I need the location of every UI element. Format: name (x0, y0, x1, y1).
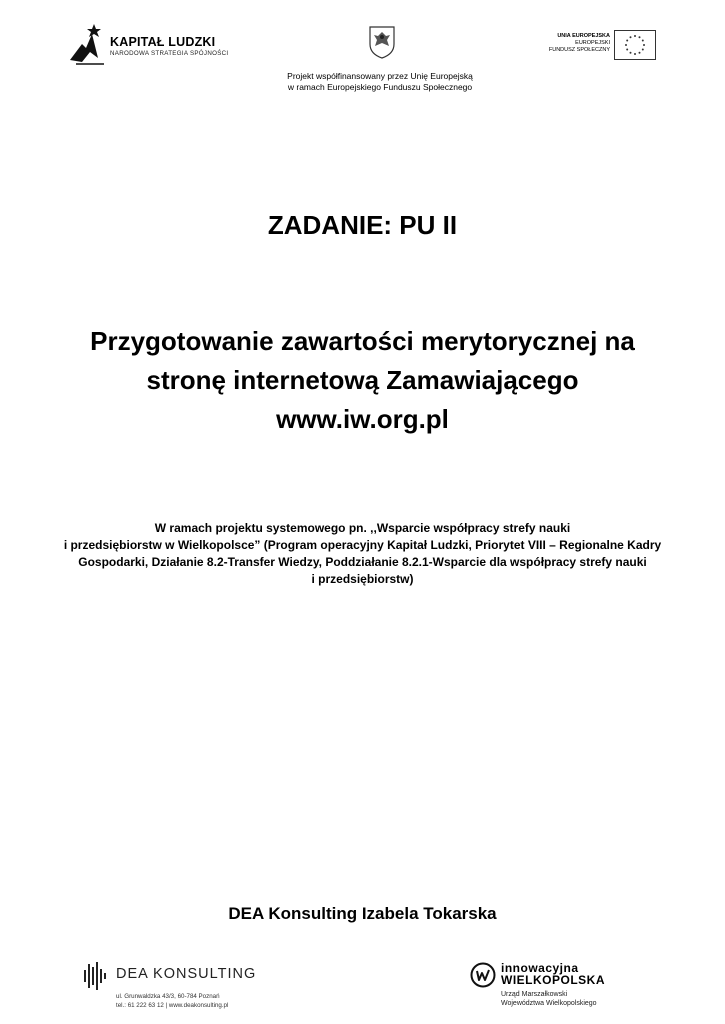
project-note-line1: Projekt współfinansowany przez Unię Europejską (287, 71, 473, 81)
description-line-4: i przedsiębiorstw) (311, 572, 414, 586)
dea-logo-icon (84, 962, 108, 990)
eu-label (510, 33, 610, 55)
iw-subtitle-line1: Urząd Marszałkowski (501, 991, 568, 998)
eu-flag-icon (614, 30, 656, 60)
description-line-2: i przedsiębiorstw w Wielkopolsce” (Program operacyjny Kapitał Ludzki, Priorytet VIII – Regionalne Kadry (63, 538, 662, 552)
coat-of-arms-icon (367, 24, 397, 60)
document-title: ZADANIE: PU II (267, 210, 458, 240)
subtitle-line-1: Przygotowanie zawartości merytorycznej na (90, 326, 635, 356)
iw-logo-icon (470, 962, 496, 988)
description-line-1: W ramach projektu systemowego pn. ,,Wsparcie współpracy strefy nauki (154, 521, 571, 535)
eu-label-line2: EUROPEJSKI (575, 40, 610, 47)
kapital-ludzki-title: KAPITAŁ LUDZKI (110, 35, 216, 49)
project-note-line2: w ramach Europejskiego Funduszu Społecznego (287, 82, 473, 92)
dea-address-line1: ul. Grunwaldzka 43/3, 60-784 Poznań (116, 993, 220, 1000)
description-line-3: Gospodarki, Działanie 8.2-Transfer Wiedzy, Poddziałanie 8.2.1-Wsparcie dla współpracy strefy nauki (78, 555, 647, 569)
kapital-ludzki-subtitle: NARODOWA STRATEGIA SPÓJNOŚCI (110, 50, 229, 57)
subtitle-line-3: www.iw.org.pl (276, 404, 449, 434)
dea-name: DEA KONSULTING (116, 966, 257, 982)
company-name: DEA Konsulting Izabela Tokarska (228, 904, 497, 923)
eu-label-line3: FUNDUSZ SPOŁECZNY (548, 47, 610, 54)
dea-address-line2: tel.: 61 222 63 12 | www.deakonsulting.pl (116, 1002, 229, 1009)
eu-label-line1: UNIA EUROPEJSKA (557, 33, 610, 39)
iw-word1: innowacyjna (501, 961, 579, 975)
iw-subtitle-line2: Województwa Wielkopolskiego (501, 1000, 597, 1007)
subtitle-line-2: stronę internetową Zamawiającego (146, 365, 579, 395)
iw-word2: WIELKOPOLSKA (501, 973, 605, 987)
